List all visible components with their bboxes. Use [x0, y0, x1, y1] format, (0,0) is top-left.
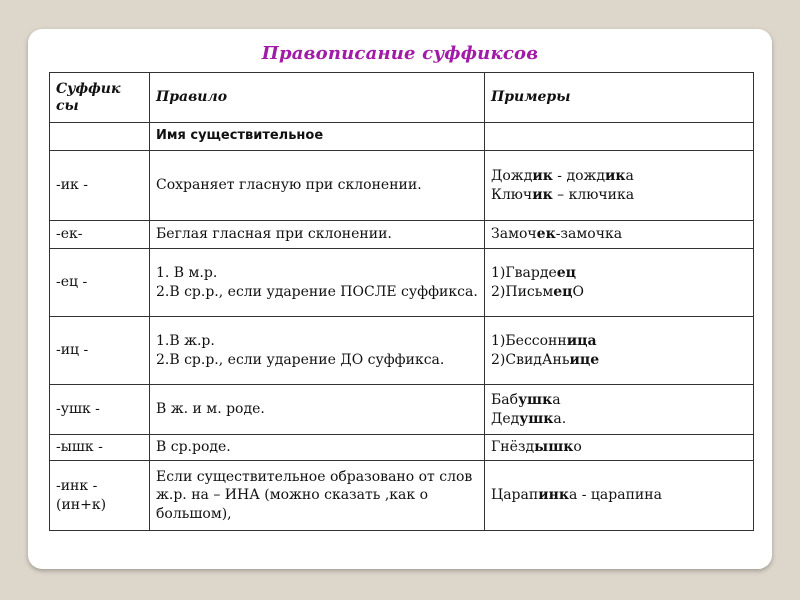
example-text: 1)Бессонн — [491, 333, 567, 350]
example-line — [491, 186, 747, 204]
example-line — [491, 410, 747, 428]
rule-line: 2.В ср.р., если ударение ПОСЛЕ суффикса. — [156, 283, 478, 300]
suffix-highlight: ец — [556, 265, 576, 282]
table-row — [50, 317, 754, 385]
rule-cell — [150, 461, 485, 531]
rule-line: Беглая гласная при склонении. — [156, 226, 392, 243]
example-line — [491, 486, 747, 504]
table-row — [50, 151, 754, 221]
example-line — [491, 225, 747, 243]
example-text: О — [572, 283, 584, 300]
example-text: -замочка — [555, 226, 623, 243]
table-row — [50, 435, 754, 461]
example-text: Ключ — [491, 186, 533, 203]
table-row — [50, 249, 754, 317]
example-text: а — [625, 168, 634, 185]
example-line — [491, 167, 747, 185]
example-line — [491, 332, 747, 350]
suffix-highlight: ица — [566, 333, 597, 350]
rule-cell — [150, 385, 485, 435]
suffix-cell: -ышк - — [50, 435, 150, 461]
suffix-highlight: ушк — [519, 410, 554, 427]
example-text: - дожд — [552, 168, 605, 185]
example-line — [491, 283, 747, 301]
examples-cell — [485, 461, 754, 531]
example-text: Дед — [491, 410, 520, 427]
example-text: Баб — [491, 392, 519, 409]
rule-line: 2.В ср.р., если ударение ДО суффикса. — [156, 351, 445, 368]
suffix-highlight: инк — [538, 487, 569, 504]
table-header-row — [50, 73, 754, 123]
suffix-highlight: ик — [605, 168, 626, 185]
table-row — [50, 461, 754, 531]
rule-line: 1.В ж.р. — [156, 333, 215, 350]
rule-line: 1. В м.р. — [156, 265, 218, 282]
slide-card — [28, 29, 772, 569]
suffix-highlight: ушк — [518, 392, 553, 409]
suffix-highlight: ышк — [534, 439, 574, 456]
example-text: о — [573, 439, 582, 456]
suffix-highlight: ик — [532, 186, 553, 203]
example-text: Гнёзд — [491, 439, 535, 456]
rule-cell — [150, 317, 485, 385]
example-text: 2)СвидАнь — [491, 351, 570, 368]
header-examples: Примеры — [485, 73, 754, 123]
examples-cell — [485, 221, 754, 249]
suffix-cell: -ец - — [50, 249, 150, 317]
rule-line: Если существительное образовано от слов ж.р. на – ИНА (можно сказать ,как о большом), — [156, 469, 473, 522]
suffix-cell: -ушк - — [50, 385, 150, 435]
example-line — [491, 351, 747, 369]
section-row — [50, 123, 754, 151]
header-suffix: Суффик сы — [50, 73, 150, 123]
example-text: Царап — [491, 487, 539, 504]
suffix-cell: -ик - — [50, 151, 150, 221]
suffix-highlight: ек — [536, 226, 556, 243]
suffix-highlight: ец — [553, 283, 573, 300]
rule-line: В ж. и м. роде. — [156, 401, 265, 418]
table-row — [50, 385, 754, 435]
rule-cell — [150, 221, 485, 249]
rule-line: Сохраняет гласную при склонении. — [156, 177, 422, 194]
example-text: а - царапина — [568, 487, 662, 504]
rule-line: В ср.роде. — [156, 439, 231, 456]
header-rule: Правило — [150, 73, 485, 123]
table-row — [50, 221, 754, 249]
suffix-highlight: ик — [532, 168, 553, 185]
example-text: 1)Гварде — [491, 265, 557, 282]
suffix-highlight: ице — [569, 351, 600, 368]
example-line — [491, 264, 747, 282]
examples-cell — [485, 249, 754, 317]
suffix-rules-table — [49, 72, 754, 531]
example-text: Дожд — [491, 168, 533, 185]
example-text: – ключика — [552, 186, 635, 203]
page-title: Правописание суффиксов — [261, 43, 539, 64]
suffix-cell: -иц - — [50, 317, 150, 385]
examples-cell — [485, 385, 754, 435]
example-text: 2)Письм — [491, 283, 554, 300]
examples-cell — [485, 435, 754, 461]
section-title: Имя существительное — [150, 123, 485, 151]
example-line — [491, 438, 747, 456]
rule-cell — [150, 151, 485, 221]
examples-cell — [485, 317, 754, 385]
examples-cell — [485, 151, 754, 221]
example-text: а. — [553, 410, 567, 427]
suffix-cell: -инк - (ин+к) — [50, 461, 150, 531]
suffix-cell: -ек- — [50, 221, 150, 249]
rule-cell — [150, 249, 485, 317]
example-text: Замоч — [491, 226, 537, 243]
example-line — [491, 391, 747, 409]
rule-cell — [150, 435, 485, 461]
example-text: а — [552, 392, 561, 409]
